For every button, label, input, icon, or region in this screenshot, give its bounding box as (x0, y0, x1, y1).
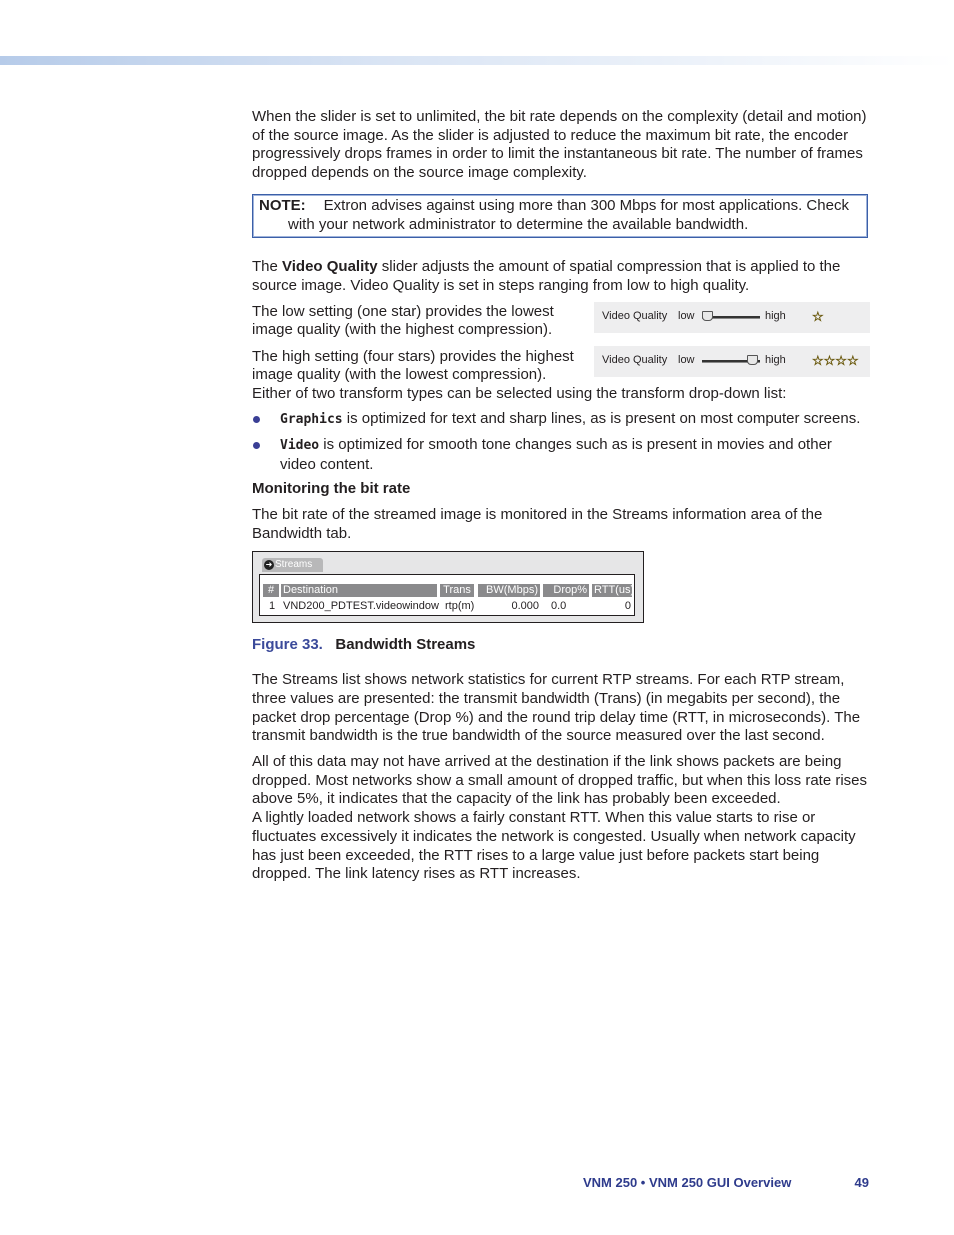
page-content (252, 108, 868, 884)
list-item-text: is optimized for text and sharp lines, as is present on most computer screens. (342, 410, 861, 428)
video-quality-examples (252, 303, 868, 385)
column-header-rtt[interactable]: RTT(us) (594, 583, 635, 596)
video-quality-panel-low (594, 302, 870, 333)
code-term: Video (280, 438, 320, 454)
column-header-drop[interactable]: Drop% (543, 584, 589, 597)
cell-drop: 0.0 (551, 599, 567, 612)
streams-panel (252, 551, 644, 623)
paragraph-bitrate-monitoring: The bit rate of the streamed image is monitored in the Streams information area of the Bandwidth tab. (252, 506, 823, 542)
column-header-number[interactable]: # (263, 584, 279, 597)
list-item-text: is optimized for smooth tone changes such as is present in movies and other video content. (280, 436, 832, 473)
streams-table (259, 574, 635, 616)
cell-trans: rtp(m) (445, 599, 475, 612)
slider-low-label: low (678, 309, 695, 322)
list-item (252, 436, 868, 474)
streams-tab[interactable] (262, 558, 323, 572)
note-box (252, 194, 868, 238)
figure-title: Bandwidth Streams (335, 635, 476, 653)
paragraph-dropped-data: All of this data may not have arrived at the destination if the link shows packets are being dropped. Most networks show a small amount of dropped traffic, but when this loss rate rises above 5%, it indicates that the capacity of the link has probably been exceeded. (252, 753, 868, 808)
star-icon: ☆ (812, 308, 824, 324)
vq-text-bold: Video Quality (282, 258, 378, 276)
cell-bandwidth: 0.000 (511, 599, 539, 612)
video-quality-label: Video Quality (602, 309, 668, 322)
video-quality-slider-thumb[interactable] (702, 311, 713, 321)
star-icon: ☆☆☆☆ (812, 352, 859, 368)
paragraph-low-setting: The low setting (one star) provides the lowest image quality (with the highest compression). (252, 302, 554, 339)
vq-text-pre: The (252, 258, 283, 276)
vq-text-post: slider adjusts the amount of spatial compression that is applied to the source image. Video Quality is set in steps ranging from low to high quality. (252, 258, 841, 294)
list-item (252, 410, 868, 430)
paragraph-rtt: A lightly loaded network shows a fairly constant RTT. When this value starts to rise or fluctuates excessively it indicates the network is congested. Usually when network capacity has just been exceeded, the RTT rises to a large value just before packets start being dropped. The link latency rises as RTT increases. (252, 809, 856, 883)
cell-number: 1 (269, 599, 276, 612)
quality-stars-icon (812, 309, 824, 324)
quality-stars-icon (812, 353, 859, 368)
cell-rtt: 0 (624, 599, 631, 612)
paragraph-slider-bitrate: When the slider is set to unlimited, the bit rate depends on the complexity (detail and motion) of the source image. As the slider is adjusted to reduce the maximum bit rate, the encoder progressively drops frames in order to limit the instantaneous bit rate. The number of frames dropped depends on the source image complexity. (252, 108, 867, 182)
streams-tab-label: Streams (275, 558, 313, 570)
note-text: Extron advises against using more than 300 Mbps for most applications. Check with your network administrator to determine the available bandwidth. (288, 196, 849, 233)
bullet-icon (253, 442, 260, 449)
paragraph-high-setting: The high setting (four stars) provides the highest image quality (with the lowest compression). (252, 347, 574, 384)
slider-high-label: high (765, 309, 786, 322)
video-quality-label: Video Quality (602, 353, 668, 366)
paragraph-video-quality (252, 258, 868, 295)
section-heading: Monitoring the bit rate (252, 480, 411, 498)
bullet-icon (253, 416, 260, 423)
column-header-destination[interactable]: Destination (281, 584, 437, 597)
footer-title: VNM 250 • VNM 250 GUI Overview (583, 1175, 792, 1190)
column-header-trans[interactable]: Trans (440, 584, 474, 597)
header-gradient-bar (0, 56, 954, 65)
paragraph-transform-types: Either of two transform types can be selected using the transform drop-down list: (252, 384, 787, 402)
paragraph-streams-list: The Streams list shows network statistics for current RTP streams. For each RTP stream, three values are presented: the transmit bandwidth (Trans) (in megabits per second), the packet drop percentage (Drop %) and the round trip delay time (RTT, in microseconds). The transmit bandwidth is the true bandwidth of the source measured over the last second. (252, 671, 861, 745)
slider-high-label: high (765, 353, 786, 366)
column-header-bandwidth[interactable]: BW(Mbps) (478, 584, 540, 597)
page-number: 49 (854, 1175, 869, 1190)
page-footer (583, 1174, 869, 1192)
slider-low-label: low (678, 353, 695, 366)
video-quality-panel-high (594, 346, 870, 377)
arrow-right-icon: ➜ (265, 559, 273, 569)
code-term: Graphics (280, 412, 343, 428)
cell-destination: VND200_PDTEST.videowindow (283, 599, 439, 612)
note-label: NOTE: (259, 196, 306, 214)
video-quality-slider-thumb[interactable] (747, 355, 758, 365)
figure-caption (252, 636, 868, 655)
figure-number: Figure 33. (252, 635, 323, 653)
transform-type-list (252, 410, 868, 474)
